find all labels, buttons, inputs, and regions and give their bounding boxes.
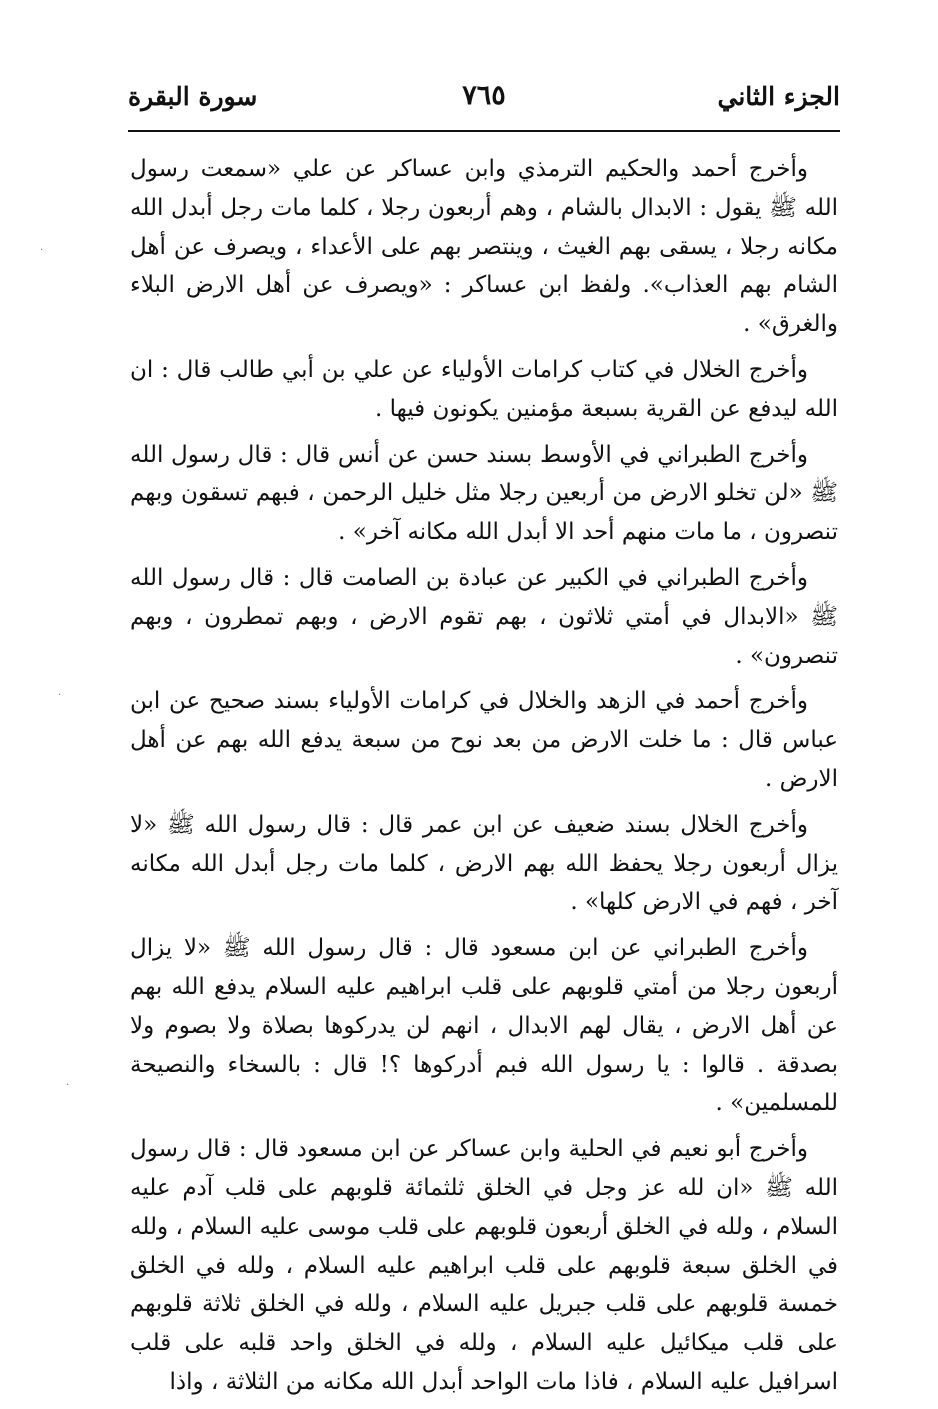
paragraph: وأخرج أبو نعيم في الحلية وابن عساكر عن ابن مسعود قال : قال رسول الله ﷺ «ان لله عز وجل في الخلق ثلثمائة قلوبهم على قلب آدم عليه السلام ، ولله في الخلق أربعون قلوبهم على قلب موسى عليه السلام ، ولله في الخلق سبعة قلوبهم على قلب ابراهيم عليه السلام ، ولله في الخلق خمسة قلوبهم على قلب جبريل عليه السلام ، ولله في الخلق ثلاثة قلوبهم على قلب ميكائيل عليه السلام ، ولله في الخلق واحد قلبه على قلب اسرافيل عليه السلام ، فاذا مات الواحد أبدل الله مكانه من الثلاثة ، واذا (130, 1136, 838, 1395)
paragraph: وأخرج الخلال بسند ضعيف عن ابن عمر قال : قال رسول الله ﷺ «لا يزال أربعون رجلا يحفظ الله بهم الارض ، كلما مات رجل أبدل الله مكانه آخر ، فهم في الارض كلها» . (130, 811, 838, 916)
scan-speck: · (66, 1080, 70, 1091)
scan-speck: · (40, 245, 44, 256)
paragraph: وأخرج الطبراني في الكبير عن عبادة بن الصامت قال : قال رسول الله ﷺ «الابدال في أمتي ثلاثون ، بهم تقوم الارض ، وبهم تمطرون ، وبهم تنصرون» . (130, 564, 838, 669)
surah-title: سورة البقرة (128, 82, 258, 111)
paragraph: وأخرج الطبراني في الأوسط بسند حسن عن أنس قال : قال رسول الله ﷺ «لن تخلو الارض من أربعين رجلا مثل خليل الرحمن ، فبهم تسقون وبهم تنصرون ، ما مات منهم أحد الا أبدل الله مكانه آخر» . (130, 441, 838, 546)
part-title: الجزء الثاني (717, 82, 840, 111)
paragraph: وأخرج الطبراني عن ابن مسعود قال : قال رسول الله ﷺ «لا يزال أربعون رجلا من أمتي قلوبهم على قلب ابراهيم عليه السلام يدفع الله بهم عن أهل الارض ، يقال لهم الابدال ، انهم لن يدركوها بصلاة ولا بصوم ولا بصدقة . قالوا : يا رسول الله فبم أدركوها ؟! قال : بالسخاء والنصيحة للمسلمين» . (130, 935, 838, 1117)
page-number: ٧٦٥ (462, 80, 506, 111)
scan-speck: · (58, 690, 62, 701)
paragraph: وأخرج أحمد والحكيم الترمذي وابن عساكر عن علي «سمعت رسول الله ﷺ يقول : الابدال بالشام ، وهم أربعون رجلا ، كلما مات رجل أبدل الله مكانه رجلا ، يسقى بهم الغيث ، وينتصر بهم على الأعداء ، ويصرف عن أهل الشام بهم العذاب». ولفظ ابن عساكر : «ويصرف عن أهل الارض البلاء والغرق» . (130, 156, 838, 338)
paragraph: وأخرج أحمد في الزهد والخلال في كرامات الأولياء بسند صحيح عن ابن عباس قال : ما خلت الارض من بعد نوح من سبعة يدفع الله بهم عن أهل الارض . (130, 688, 838, 792)
header-divider (128, 130, 840, 132)
paragraph: وأخرج الخلال في كتاب كرامات الأولياء عن علي بن أبي طالب قال : ان الله ليدفع عن القرية بسبعة مؤمنين يكونون فيها . (130, 356, 838, 422)
main-text (130, 150, 838, 1409)
running-header (128, 80, 840, 124)
